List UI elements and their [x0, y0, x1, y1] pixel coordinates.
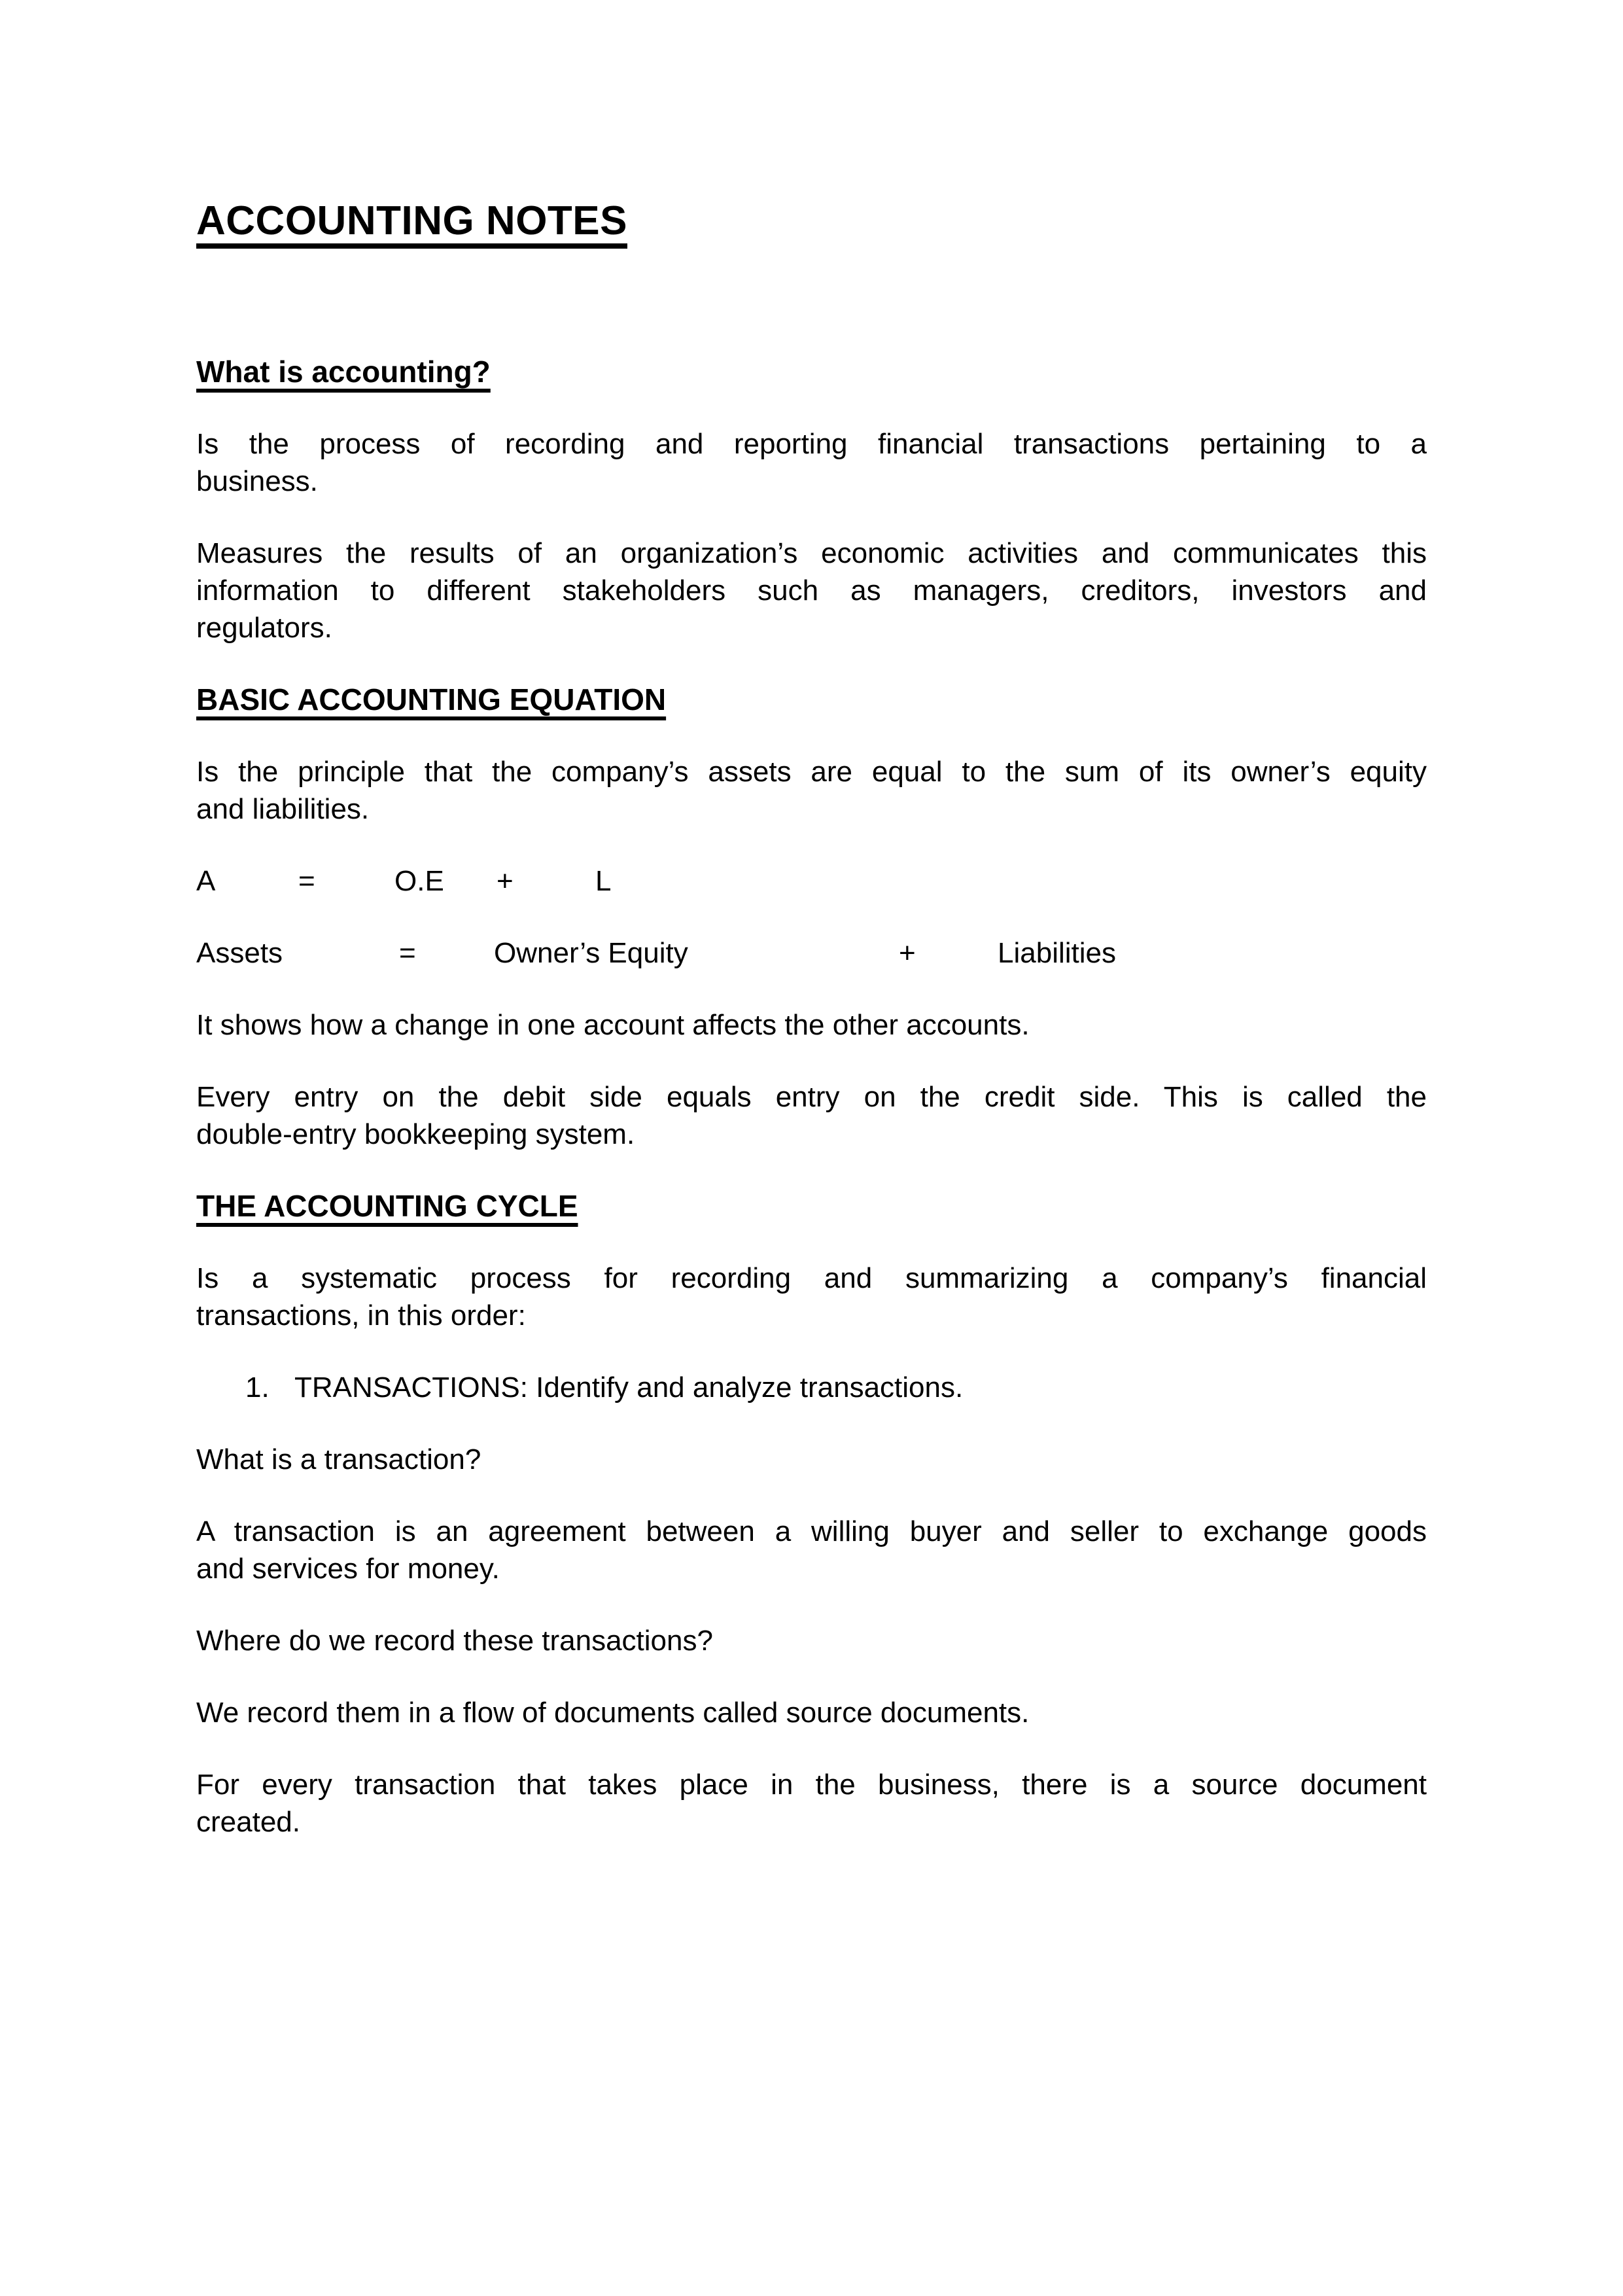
paragraph-line: transactions, in this order:: [196, 1299, 526, 1332]
heading-the-accounting-cycle: THE ACCOUNTING CYCLE: [196, 1189, 578, 1223]
paragraph-line: Is the principle that the company’s assets are equal to the sum of its owner’s equity: [196, 756, 1427, 788]
paragraph-cycle-definition: [196, 1260, 1427, 1334]
paragraph-line: It shows how a change in one account affects the other accounts.: [196, 1009, 1030, 1041]
paragraph-accounting-definition: [196, 425, 1427, 500]
paragraph-what-is-transaction: [196, 1441, 1427, 1478]
paragraph-line: A transaction is an agreement between a willing buyer and seller to exchange goods: [196, 1515, 1427, 1547]
heading-what-is-accounting: What is accounting?: [196, 355, 491, 389]
paragraph-account-change: [196, 1006, 1427, 1044]
plus-sign: +: [497, 865, 514, 897]
paragraph-line: created.: [196, 1806, 300, 1838]
paragraph-line: What is a transaction?: [196, 1443, 481, 1475]
equation-term-assets: Assets: [196, 937, 283, 969]
paragraph-line: For every transaction that takes place in the business, there is a source document: [196, 1769, 1427, 1801]
paragraph-line: Is the process of recording and reporting financial transactions pertaining to a: [196, 428, 1427, 460]
paragraph-equation-principle: [196, 753, 1427, 828]
paragraph-line: double-entry bookkeeping system.: [196, 1118, 635, 1150]
equation-words: [196, 934, 1427, 972]
paragraph-line: and services for money.: [196, 1553, 500, 1585]
paragraph-where-record: [196, 1622, 1427, 1659]
plus-sign: +: [899, 937, 916, 969]
paragraph-line: Measures the results of an organization’s economic activities and communicates this: [196, 537, 1427, 569]
equation-term-owners-equity: Owner’s Equity: [494, 937, 688, 969]
paragraph-transaction-definition: [196, 1513, 1427, 1587]
paragraph-line: Every entry on the debit side equals entry on the credit side. This is called the: [196, 1081, 1427, 1113]
heading-basic-accounting-equation: BASIC ACCOUNTING EQUATION: [196, 682, 667, 716]
paragraph-line: regulators.: [196, 612, 332, 644]
paragraph-line: Where do we record these transactions?: [196, 1625, 713, 1657]
paragraph-line: information to different stakeholders such as managers, creditors, investors and: [196, 574, 1427, 607]
paragraph-line: Is a systematic process for recording and summarizing a company’s financial: [196, 1262, 1427, 1294]
equation-term-assets-abbrev: A: [196, 865, 216, 897]
paragraph-line: and liabilities.: [196, 793, 370, 825]
equals-sign: =: [399, 937, 416, 969]
ordered-list-item-transactions: [196, 1369, 1427, 1406]
paragraph-line: business.: [196, 465, 318, 497]
paragraph-source-documents: [196, 1694, 1427, 1731]
equation-term-liabilities-abbrev: L: [595, 865, 612, 897]
list-item-number: 1.: [245, 1371, 270, 1404]
equation-term-liabilities: Liabilities: [998, 937, 1116, 969]
equation-term-owners-equity-abbrev: O.E: [394, 865, 444, 897]
paragraph-measures-results: [196, 535, 1427, 646]
list-item-text: TRANSACTIONS: Identify and analyze transactions.: [294, 1371, 964, 1404]
equals-sign: =: [298, 865, 315, 897]
paragraph-double-entry: [196, 1078, 1427, 1153]
paragraph-line: We record them in a flow of documents called source documents.: [196, 1697, 1030, 1729]
equation-abbreviations: [196, 862, 1427, 900]
paragraph-source-document-created: [196, 1766, 1427, 1841]
document-title: ACCOUNTING NOTES: [196, 198, 627, 243]
